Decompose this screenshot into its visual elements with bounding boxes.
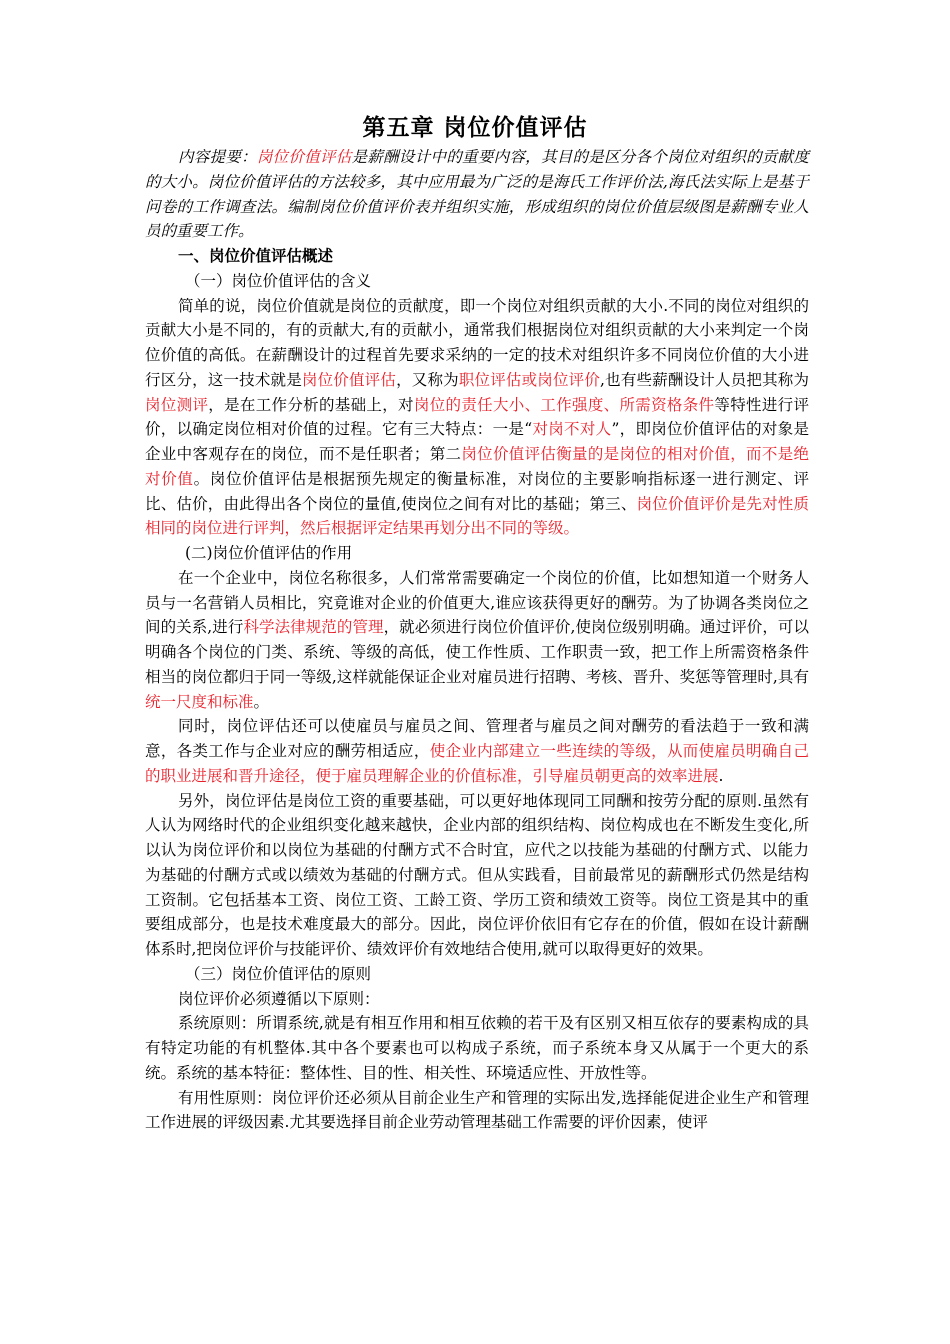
highlighted-text: 岗位的责任大小、工作强度、所需资格条件 [413,395,715,414]
highlighted-text: 统一尺度和标准 [145,692,254,711]
paragraph-role-2 [145,714,809,788]
summary-paragraph [145,145,809,244]
summary-text: 是薪酬设计中的重要内容，其目的是区分各个岗位对组织的贡献度的大小。岗位价值评估的方法较多，其中应用最为广泛的是海氏工作评价法,海氏法实际上是基于问卷的工作调查法。编制岗位价值评价表并组织实施，形成组织的岗位价值层级图是薪酬专业人员的重要工作。 [145,148,809,241]
highlighted-text: 对岗不对人 [532,420,612,439]
body-text: 同时，岗位评估还可以使雇员与雇员之间、管理者与雇员之间对酬劳的看法趋于一致和满意，各类工作与企业对应的酬劳相适应， [145,717,809,760]
highlighted-text: 科学法律规范的管理 [243,618,384,637]
subsection-heading-role: (二)岗位价值评估的作用 [185,544,353,562]
body-text: ，就必须进行岗位价值评价,使岗位级别明确。通过评价，可以明确各个岗位的门类、系统、等级的高低，使工作性质、工作职责一致，把工作上所需资格条件相当的岗位都归于同一等级,这样就能保证企业对雇员进行招聘、考核、晋升、奖惩等管理时,具有 [145,618,809,686]
highlighted-text: 岗位测评 [145,395,209,414]
body-text: 。岗位价值评估是根据预先规定的衡量标准，对岗位的主要影响指标逐一进行测定、评比、估价，由此得出各个岗位的量值,使岗位之间有对比的基础；第三、 [145,469,809,513]
body-text: 简单的说，岗位价值就是岗位的贡献度，即一个岗位对组织贡献的大小.不同的岗位对组织的贡献大小是不同的，有的贡献大,有的贡献小，通常我们根据岗位对组织贡献的大小来判定一个岗位价值的高低。在薪酬设计的过程首先要求采纳的一定的技术对组织许多不同岗位价值的大小进行区分，这一技术就是 [145,296,809,389]
summary-term: 岗位价值评估 [256,148,352,166]
highlighted-text: 职位评估或岗位评价 [458,370,601,389]
highlighted-text: 岗位价值评估衡量的是岗位的相对价值，而不是绝对价值 [145,445,809,488]
body-text: . [718,766,724,785]
highlighted-text: 使企业内部建立一些连续的等级，从而使雇员明确自己的职业进展和晋升途径，便于雇员理解企业的价值标准，引导雇员朝更高的效率进展 [145,742,809,785]
paragraph-meaning [145,294,809,542]
body-text: ，是在工作分析的基础上，对 [208,395,414,414]
body-text: ，又称为 [396,370,459,389]
highlighted-text: 岗位价值评价是先对性质相同的岗位进行评判，然后根据评定结果再划分出不同的等级。 [145,494,809,538]
chapter-title: 第五章 岗位价值评估 [362,115,588,141]
body-text: ”，即岗位价值评估的对象是企业中客观存在的岗位，而不是任职者；第二 [145,420,809,463]
highlighted-text: 岗位价值评估 [301,370,397,389]
subsection-heading-meaning: （一）岗位价值评估的含义 [185,271,372,290]
summary-label: 内容提要： [178,148,257,166]
subsection-heading-principles: （三）岗位价值评估的原则 [185,964,372,983]
section-heading: 一、岗位价值评估概述 [178,247,334,265]
body-text: ,也有些薪酬设计人员把其称为 [600,370,809,389]
principles-intro: 岗位评价必须遵循以下原则： [178,989,380,1008]
paragraph-role-3: 另外，岗位评估是岗位工资的重要基础，可以更好地体现同工同酬和按劳分配的原则.虽然有人认为网络时代的企业组织变化越来越快，企业内部的组织结构、岗位构成也在不断发生变化,所以认为岗位评价和以岗位为基础的付酬方式不合时宜，应代之以技能为基础的付酬方式、以能力为基础的付酬方式或以绩效为基础的付酬方式。但从实践看，目前最常见的薪酬形式仍然是结构工资制。它包括基本工资、岗位工资、工龄工资、学历工资和绩效工资等。岗位工资是其中的重要组成部分，也是技术难度最大的部分。因此，岗位评价依旧有它存在的价值，假如在设计薪酬体系时,把岗位评价与技能评价、绩效评价有效地结合使用,就可以取得更好的效果。 [145,791,809,958]
paragraph-usefulness-principle: 有用性原则：岗位评价还必须从目前企业生产和管理的实际出发,选择能促进企业生产和管理工作进展的评级因素.尤其要选择目前企业劳动管理基础工作需要的评价因素，使评 [145,1088,809,1132]
body-text: 。 [253,692,270,711]
paragraph-system-principle: 系统原则：所谓系统,就是有相互作用和相互依赖的若干及有区别又相互依存的要素构成的具有特定功能的有机整体.其中各个要素也可以构成子系统，而子系统本身又从属于一个更大的系统。系统的基本特征：整体性、目的性、相关性、环境适应性、开放性等。 [145,1014,809,1082]
body-text: 在一个企业中，岗位名称很多，人们常常需要确定一个岗位的价值，比如想知道一个财务人员与一名营销人员相比，究竟谁对企业的价值更大,谁应该获得更好的酬劳。为了协调各类岗位之间的关系,进行 [145,568,809,637]
body-text: 等特性进行评价，以确定岗位相对价值的过程。它有三大特点：一是“ [145,395,809,439]
document-body [145,145,809,1135]
paragraph-role-1 [145,566,809,715]
